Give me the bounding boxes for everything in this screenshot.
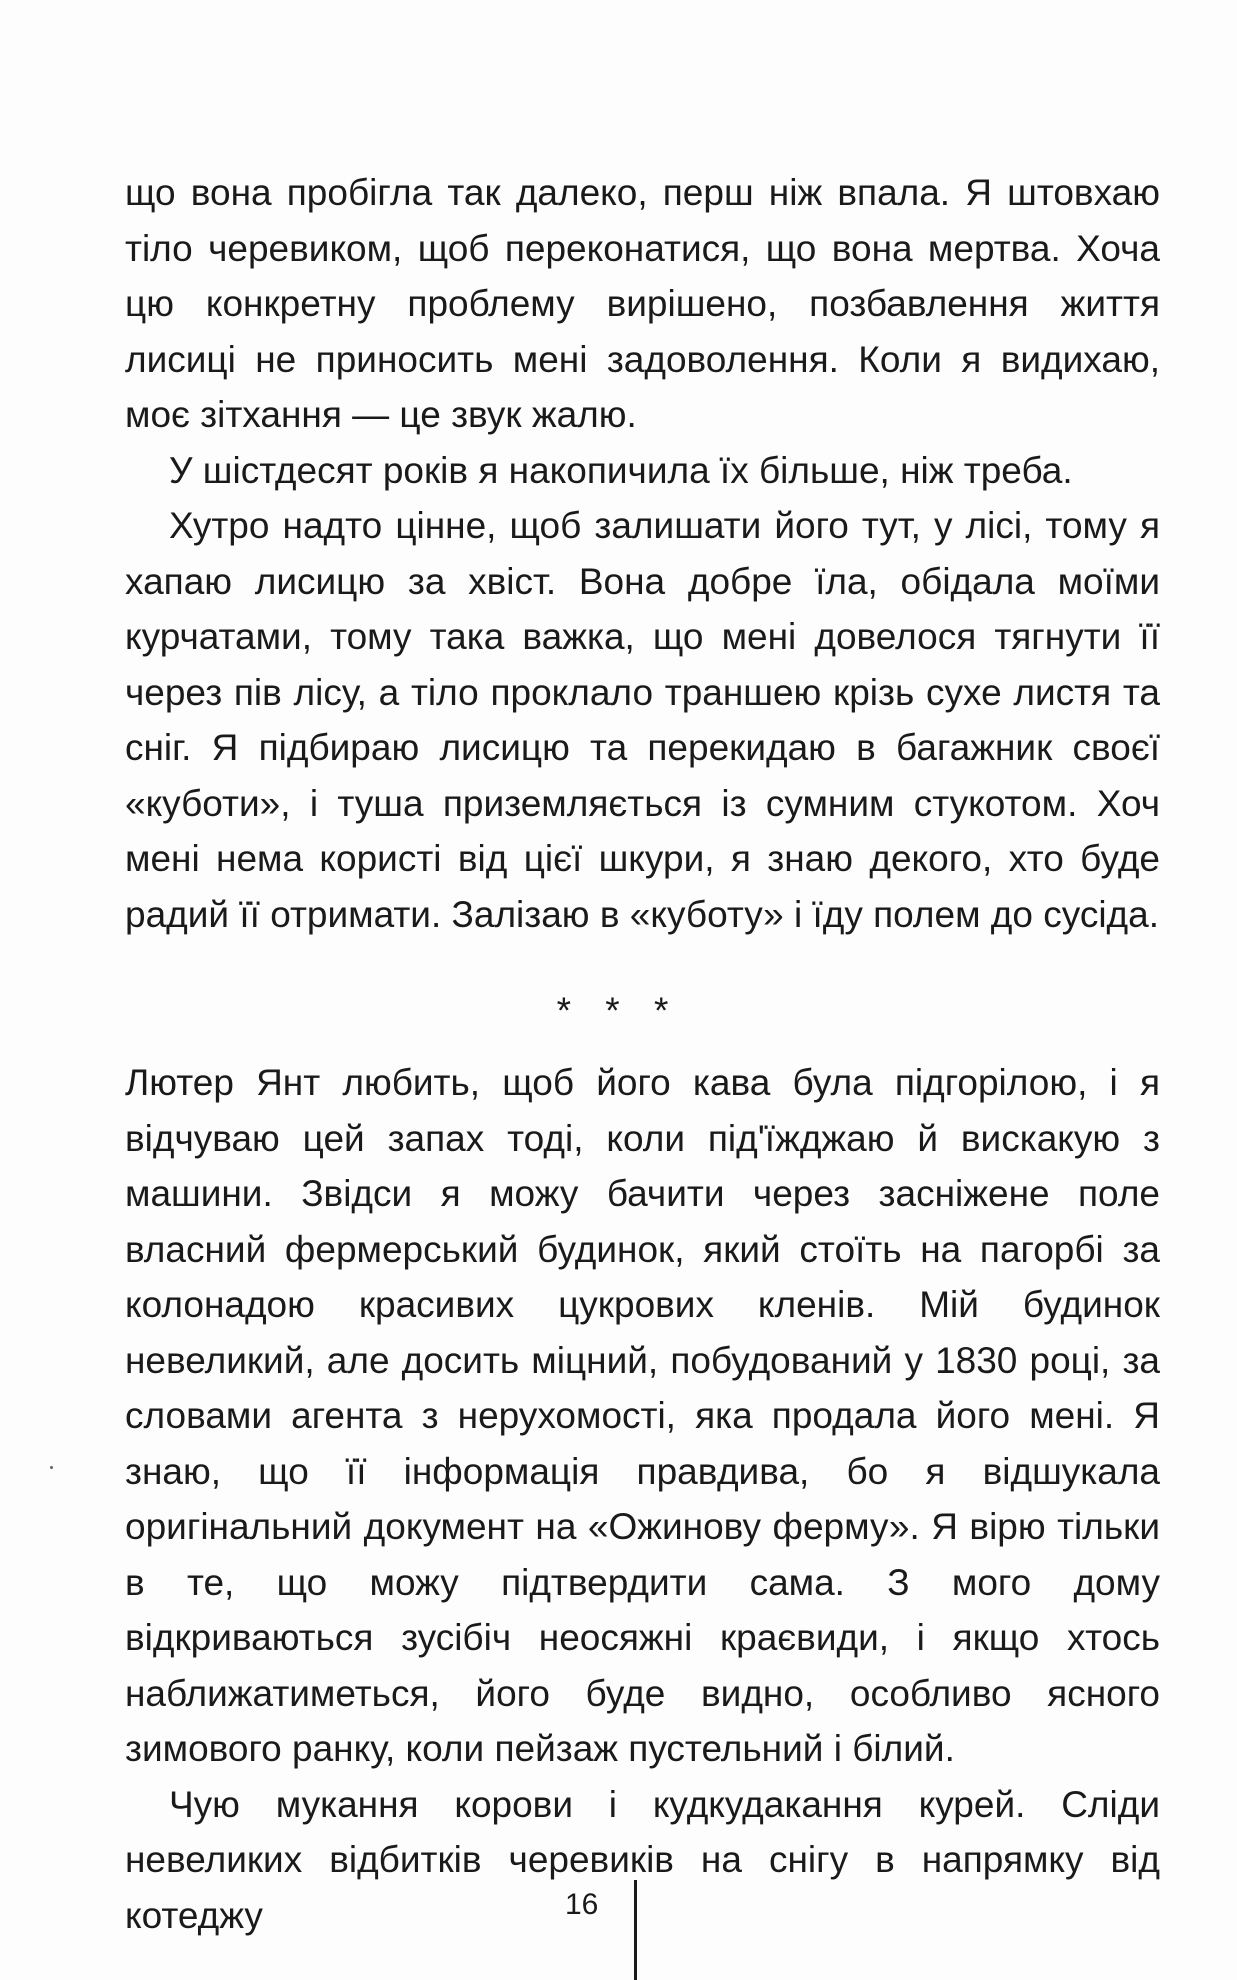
paragraph-continued: що вона пробігла так далеко, перш ніж впала. Я штовхаю тіло черевиком, щоб переконатися, що вона мертва. Хоча цю конкретну проблему вирішено, позбавлення життя лисиці не приносить мені задоволення. Коли я видихаю, моє зітхання — це звук жалю. <box>125 172 1160 435</box>
page-number-rule <box>634 1880 637 1980</box>
section-break: * * * <box>556 990 681 1031</box>
paragraph: Хутро надто цінне, щоб залишати його тут, у лісі, тому я хапаю лисицю за хвіст. Вона добре їла, обідала моїми курчатами, тому така важка, що мені довелося тягнути її через пів лісу, а тіло проклало траншею крізь сухе листя та сніг. Я підбираю лисицю та перекидаю в багажник своєї «куботи», і туша приземляється із сумним стукотом. Хоч мені нема користі від цієї шкури, я знаю декого, хто буде радий її отримати. Залізаю в «куботу» і їду полем до сусіда. <box>125 505 1160 935</box>
page-number: 16 <box>565 1888 599 1921</box>
text-after-break <box>125 1055 1160 1943</box>
print-speck <box>50 1466 53 1469</box>
paragraph: Чую мукання корови і кудкудакання курей. Сліди невеликих відбитків черевиків на снігу в напрямку від котеджу <box>125 1783 1160 1936</box>
paragraph: У шістдесят років я накопичила їх більше, ніж треба. <box>169 449 1073 491</box>
paragraph: Лютер Янт любить, щоб його кава була підгорілою, і я відчуваю цей запах тоді, коли під'їжджаю й вискакую з машини. Звідси я можу бачити через засніжене поле власний фермерський будинок, який стоїть на пагорбі за колонадою красивих цукрових кленів. Мій будинок невеликий, але досить міцний, побудований у 1830 році, за словами агента з нерухомості, яка продала його мені. Я знаю, що її інформація правдива, бо я відшукала оригінальний документ на «Ожинову ферму». Я вірю тільки в те, що можу підтвердити сама. З мого дому відкриваються зусібіч неосяжні краєвиди, і якщо хтось наближатиметься, його буде видно, особливо ясного зимового ранку, коли пейзаж пустельний і білий. <box>125 1062 1160 1769</box>
text-before-break <box>125 165 1160 942</box>
